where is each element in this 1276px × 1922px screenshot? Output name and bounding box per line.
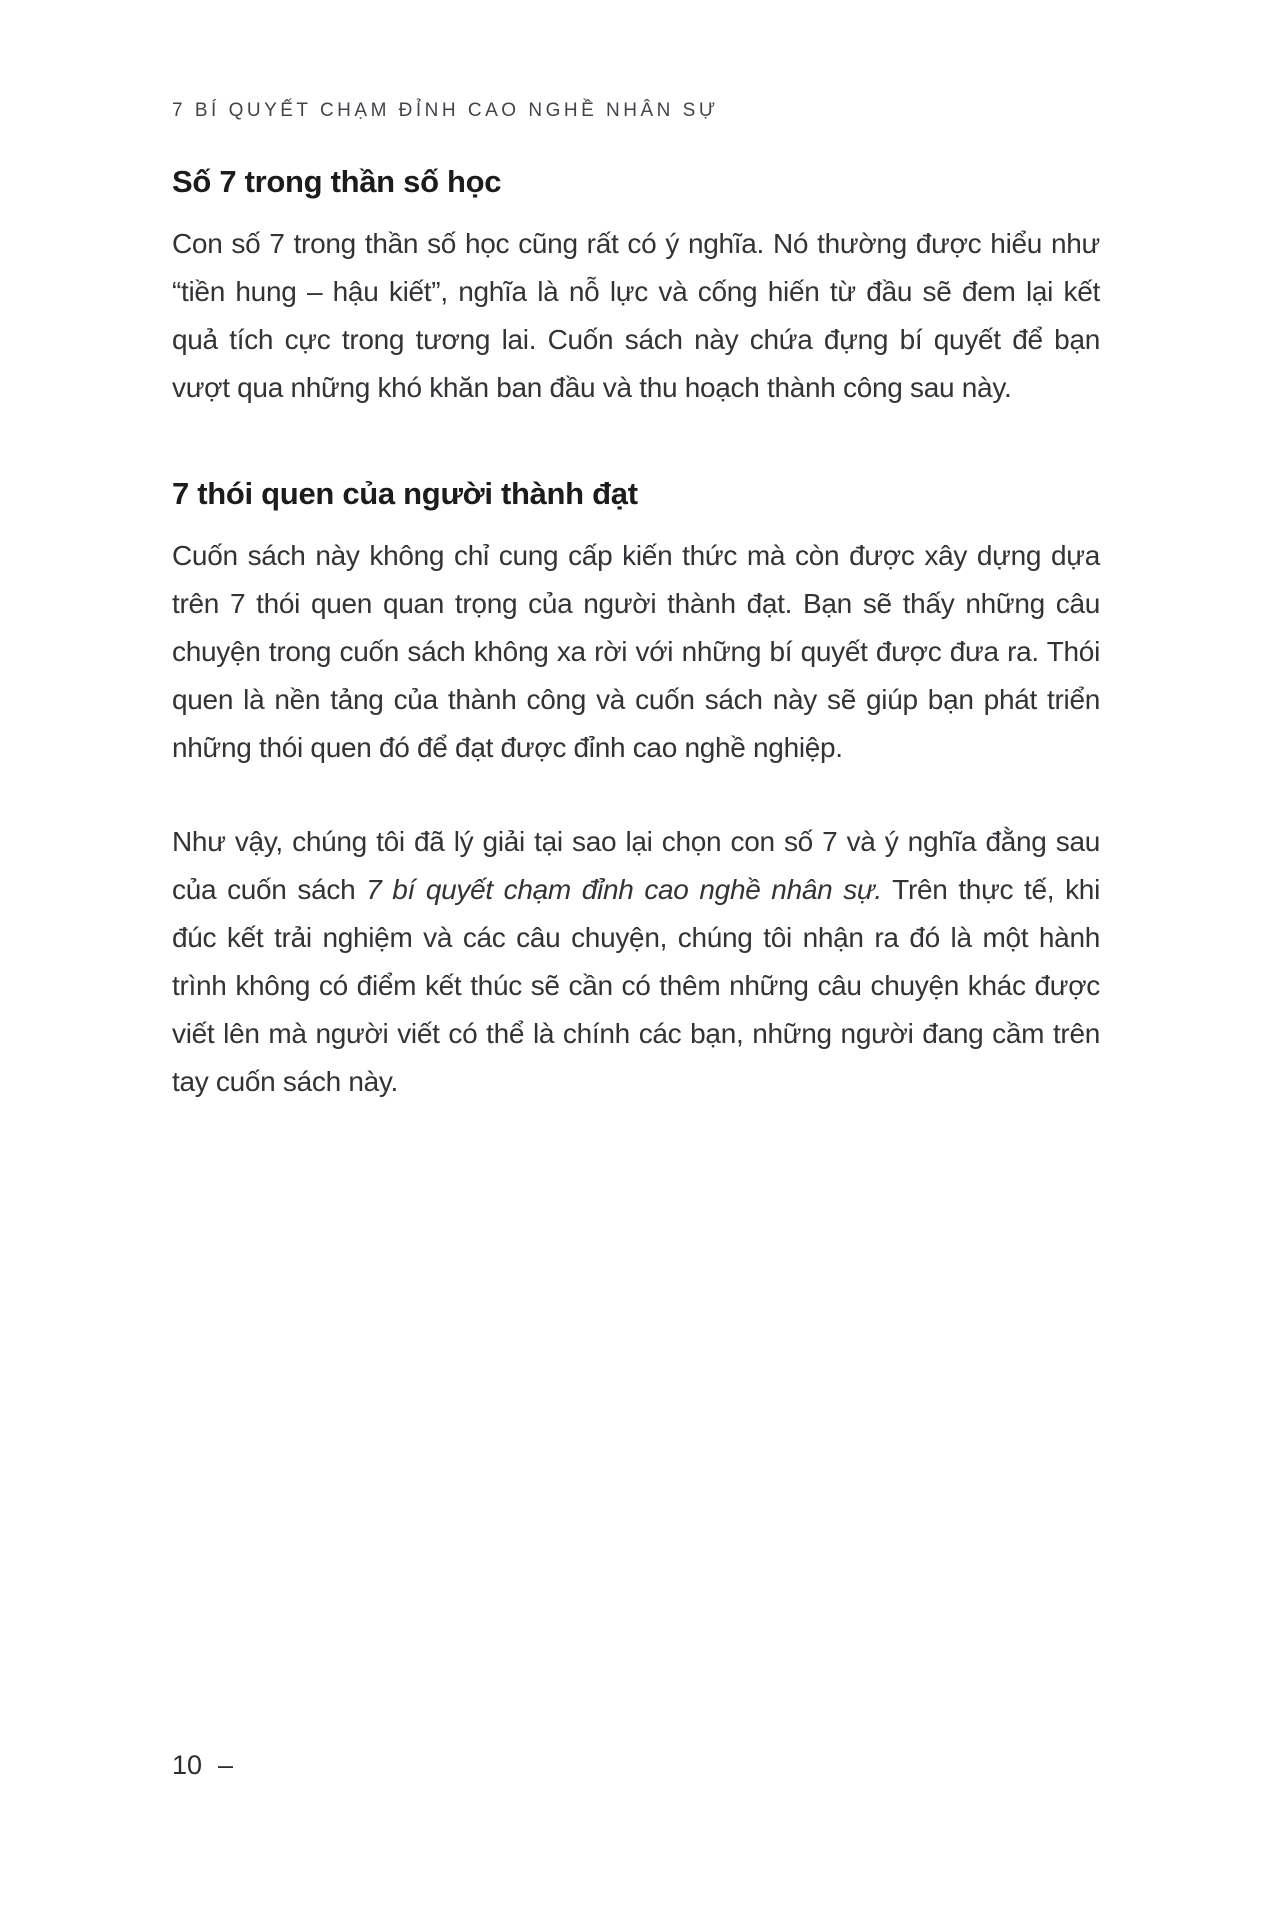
paragraph-habits: Cuốn sách này không chỉ cung cấp kiến thức mà còn được xây dựng dựa trên 7 thói quen quan trọng của người thành đạt. Bạn sẽ thấy những câu chuyện trong cuốn sách không xa rời với những bí quyết được đưa ra. Thói quen là nền tảng của thành công và cuốn sách này sẽ giúp bạn phát triển những thói quen đó để đạt được đỉnh cao nghề nghiệp. bbox=[172, 540, 1100, 763]
conclusion-text-before: Như vậy, chúng tôi đã lý giải tại sao lại chọn con số 7 và ý nghĩa đằng sau của cuốn sách bbox=[172, 826, 1100, 905]
footer-dash: – bbox=[218, 1750, 234, 1780]
page-footer bbox=[172, 1750, 233, 1781]
paragraph-conclusion bbox=[172, 818, 1100, 1106]
conclusion-text-after: Trên thực tế, khi đúc kết trải nghiệm và các câu chuyện, chúng tôi nhận ra đó là một hành trình không có điểm kết thúc sẽ cần có thêm những câu chuyện khác được viết lên mà người viết có thể là chính các bạn, những người đang cầm trên tay cuốn sách này. bbox=[172, 874, 1100, 1097]
page-content bbox=[172, 100, 1100, 1106]
paragraph-numerology: Con số 7 trong thần số học cũng rất có ý nghĩa. Nó thường được hiểu như “tiền hung – hậu kiết”, nghĩa là nỗ lực và cống hiến từ đầu sẽ đem lại kết quả tích cực trong tương lai. Cuốn sách này chứa đựng bí quyết để bạn vượt qua những khó khăn ban đầu và thu hoạch thành công sau này. bbox=[172, 228, 1100, 403]
section-heading-habits: 7 thói quen của người thành đạt bbox=[172, 476, 638, 511]
page-number: 10 bbox=[172, 1750, 203, 1780]
book-title-italic: 7 bí quyết chạm đỉnh cao nghề nhân sự. bbox=[366, 874, 882, 905]
running-header: 7 BÍ QUYẾT CHẠM ĐỈNH CAO NGHỀ NHÂN SỰ bbox=[172, 100, 719, 121]
section-heading-numerology: Số 7 trong thần số học bbox=[172, 164, 502, 199]
